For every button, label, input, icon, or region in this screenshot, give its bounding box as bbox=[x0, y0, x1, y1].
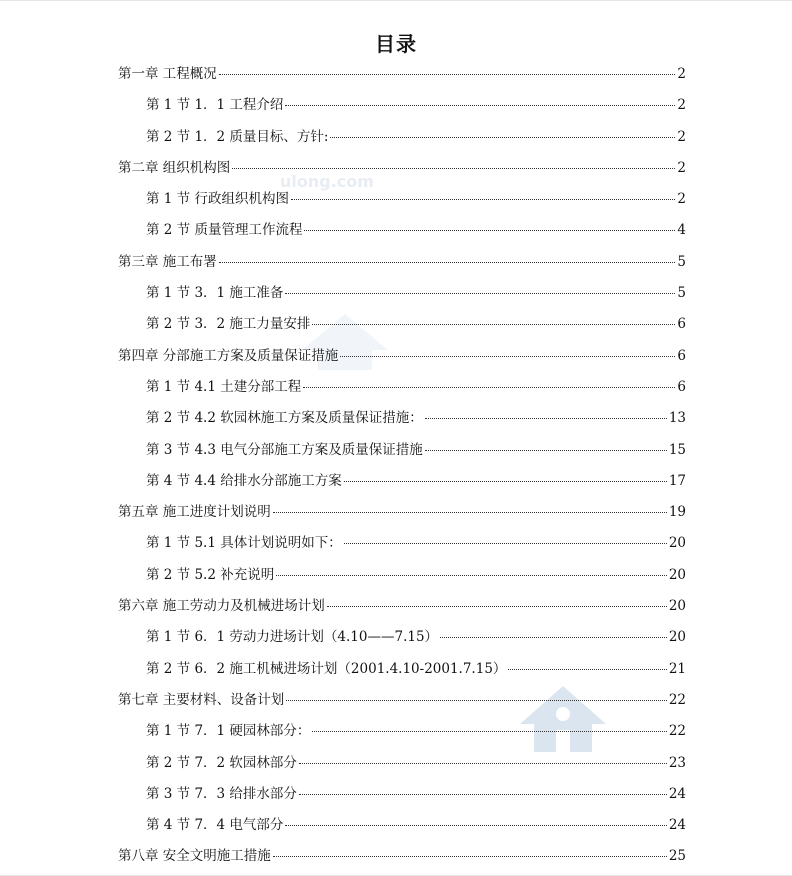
toc-page-number: 25 bbox=[668, 848, 686, 865]
dot-leader bbox=[304, 230, 675, 231]
toc-chapter-entry[interactable] bbox=[118, 250, 686, 281]
dot-leader bbox=[299, 794, 667, 795]
toc-entry-label: 第 2 节 7．2 软园林部分 bbox=[146, 754, 297, 771]
toc-page-number: 5 bbox=[677, 285, 686, 302]
toc-section-entry[interactable] bbox=[118, 657, 686, 688]
toc-section-entry[interactable] bbox=[118, 125, 686, 156]
dot-leader bbox=[344, 543, 667, 544]
toc-section-entry[interactable] bbox=[118, 625, 686, 656]
toc-page-number: 23 bbox=[668, 754, 686, 771]
dot-leader bbox=[285, 105, 675, 106]
toc-section-entry[interactable] bbox=[118, 281, 686, 312]
toc-section-entry[interactable] bbox=[118, 751, 686, 782]
toc-section-entry[interactable] bbox=[118, 531, 686, 562]
toc-entry-label: 第六章 施工劳动力及机械进场计划 bbox=[118, 598, 325, 615]
toc-section-entry[interactable] bbox=[118, 312, 686, 343]
toc-entry-label: 第 2 节 4.2 软园林施工方案及质量保证措施： bbox=[146, 410, 423, 427]
toc-entry-label: 第七章 主要材料、设备计划 bbox=[118, 691, 285, 708]
toc-entry-label: 第一章 工程概况 bbox=[118, 66, 217, 82]
dot-leader bbox=[340, 356, 675, 357]
toc-chapter-entry[interactable] bbox=[118, 62, 686, 93]
toc-entry-label: 第 1 节 7．1 硬园林部分： bbox=[146, 723, 311, 740]
toc-page-number: 20 bbox=[668, 629, 686, 646]
toc-section-entry[interactable] bbox=[118, 187, 686, 218]
dot-leader bbox=[219, 262, 676, 263]
dot-leader bbox=[508, 669, 666, 670]
toc-section-entry[interactable] bbox=[118, 93, 686, 124]
toc-entry-label: 第 3 节 4.3 电气分部施工方案及质量保证措施 bbox=[146, 441, 423, 458]
toc-section-entry[interactable] bbox=[118, 782, 686, 813]
toc-chapter-entry[interactable] bbox=[118, 500, 686, 531]
dot-leader bbox=[285, 293, 675, 294]
toc-page-number: 15 bbox=[668, 441, 686, 458]
toc-entry-label: 第 2 节 质量管理工作流程 bbox=[146, 222, 303, 239]
dot-leader bbox=[312, 731, 666, 732]
toc-page-number: 6 bbox=[677, 347, 686, 364]
toc-page-number: 2 bbox=[677, 66, 686, 82]
toc-entry-label: 第 3 节 7．3 给排水部分 bbox=[146, 785, 297, 802]
toc-entry-label: 第 1 节 4.1 土建分部工程 bbox=[146, 378, 302, 395]
toc-page-number: 20 bbox=[668, 598, 686, 615]
dot-leader bbox=[425, 450, 667, 451]
toc-chapter-entry[interactable] bbox=[118, 594, 686, 625]
toc-page-number: 6 bbox=[677, 316, 686, 333]
toc-page-number: 24 bbox=[668, 817, 686, 834]
toc-page-number: 19 bbox=[668, 504, 686, 521]
toc-page-number: 4 bbox=[677, 222, 686, 239]
toc-chapter-entry[interactable] bbox=[118, 688, 686, 719]
toc-chapter-entry[interactable] bbox=[118, 844, 686, 875]
toc-page-number: 20 bbox=[668, 566, 686, 583]
toc-entry-label: 第 1 节 6．1 劳动力进场计划（4.10——7.15） bbox=[146, 629, 439, 646]
dot-leader bbox=[219, 74, 676, 75]
toc-entry-label: 第四章 分部施工方案及质量保证措施 bbox=[118, 347, 339, 364]
toc-section-entry[interactable] bbox=[118, 813, 686, 844]
toc-page-number: 2 bbox=[677, 159, 686, 176]
dot-leader bbox=[273, 512, 667, 513]
dot-leader bbox=[344, 481, 667, 482]
dot-leader bbox=[291, 199, 675, 200]
toc-page-number: 2 bbox=[677, 191, 686, 208]
dot-leader bbox=[276, 575, 667, 576]
toc-page-number: 2 bbox=[677, 128, 686, 145]
page-top-border bbox=[0, 0, 792, 1]
toc-entry-label: 第 1 节 1．1 工程介绍 bbox=[146, 97, 284, 114]
table-of-contents bbox=[118, 62, 686, 876]
toc-entry-label: 第 4 节 4.4 给排水分部施工方案 bbox=[146, 472, 342, 489]
toc-entry-label: 第 1 节 3．1 施工准备 bbox=[146, 285, 284, 302]
toc-page-number: 22 bbox=[668, 723, 686, 740]
toc-entry-label: 第 4 节 7．4 电气部分 bbox=[146, 817, 284, 834]
toc-section-entry[interactable] bbox=[118, 469, 686, 500]
toc-entry-label: 第 1 节 行政组织机构图 bbox=[146, 191, 289, 208]
toc-chapter-entry[interactable] bbox=[118, 344, 686, 375]
toc-entry-label: 第五章 施工进度计划说明 bbox=[118, 504, 271, 521]
toc-section-entry[interactable] bbox=[118, 719, 686, 750]
dot-leader bbox=[286, 700, 667, 701]
toc-entry-label: 第 2 节 6．2 施工机械进场计划（2001.4.10-2001.7.15） bbox=[146, 660, 507, 677]
toc-entry-label: 第八章 安全文明施工措施 bbox=[118, 848, 271, 865]
dot-leader bbox=[303, 387, 675, 388]
dot-leader bbox=[312, 324, 675, 325]
toc-entry-label: 第三章 施工布署 bbox=[118, 253, 217, 270]
page-title: 目录 bbox=[375, 32, 417, 56]
dot-leader bbox=[327, 606, 667, 607]
toc-entry-label: 第 2 节 3．2 施工力量安排 bbox=[146, 316, 311, 333]
toc-section-entry[interactable] bbox=[118, 218, 686, 249]
toc-page-number: 2 bbox=[677, 97, 686, 114]
toc-page-number: 22 bbox=[668, 691, 686, 708]
dot-leader bbox=[273, 856, 667, 857]
toc-section-entry[interactable] bbox=[118, 438, 686, 469]
toc-entry-label: 第二章 组织机构图 bbox=[118, 159, 231, 176]
dot-leader bbox=[285, 825, 666, 826]
toc-page-number: 5 bbox=[677, 253, 686, 270]
watermark-text: ulong.com bbox=[280, 172, 374, 191]
toc-page-number: 13 bbox=[668, 410, 686, 427]
toc-page-number: 24 bbox=[668, 785, 686, 802]
toc-section-entry[interactable] bbox=[118, 375, 686, 406]
toc-entry-label: 第 2 节 5.2 补充说明 bbox=[146, 566, 275, 583]
toc-page-number: 17 bbox=[668, 472, 686, 489]
dot-leader bbox=[330, 137, 675, 138]
toc-page-number: 20 bbox=[668, 535, 686, 552]
toc-section-entry[interactable] bbox=[118, 406, 686, 437]
toc-chapter-entry[interactable] bbox=[118, 156, 686, 187]
dot-leader bbox=[232, 168, 675, 169]
toc-page-number: 6 bbox=[677, 378, 686, 395]
dot-leader bbox=[425, 418, 667, 419]
toc-entry-label: 第 2 节 1．2 质量目标、方针: bbox=[146, 128, 329, 145]
toc-entry-label: 第 1 节 5.1 具体计划说明如下： bbox=[146, 535, 342, 552]
toc-page-number: 21 bbox=[668, 660, 686, 677]
toc-section-entry[interactable] bbox=[118, 563, 686, 594]
dot-leader bbox=[440, 637, 667, 638]
dot-leader bbox=[299, 763, 667, 764]
